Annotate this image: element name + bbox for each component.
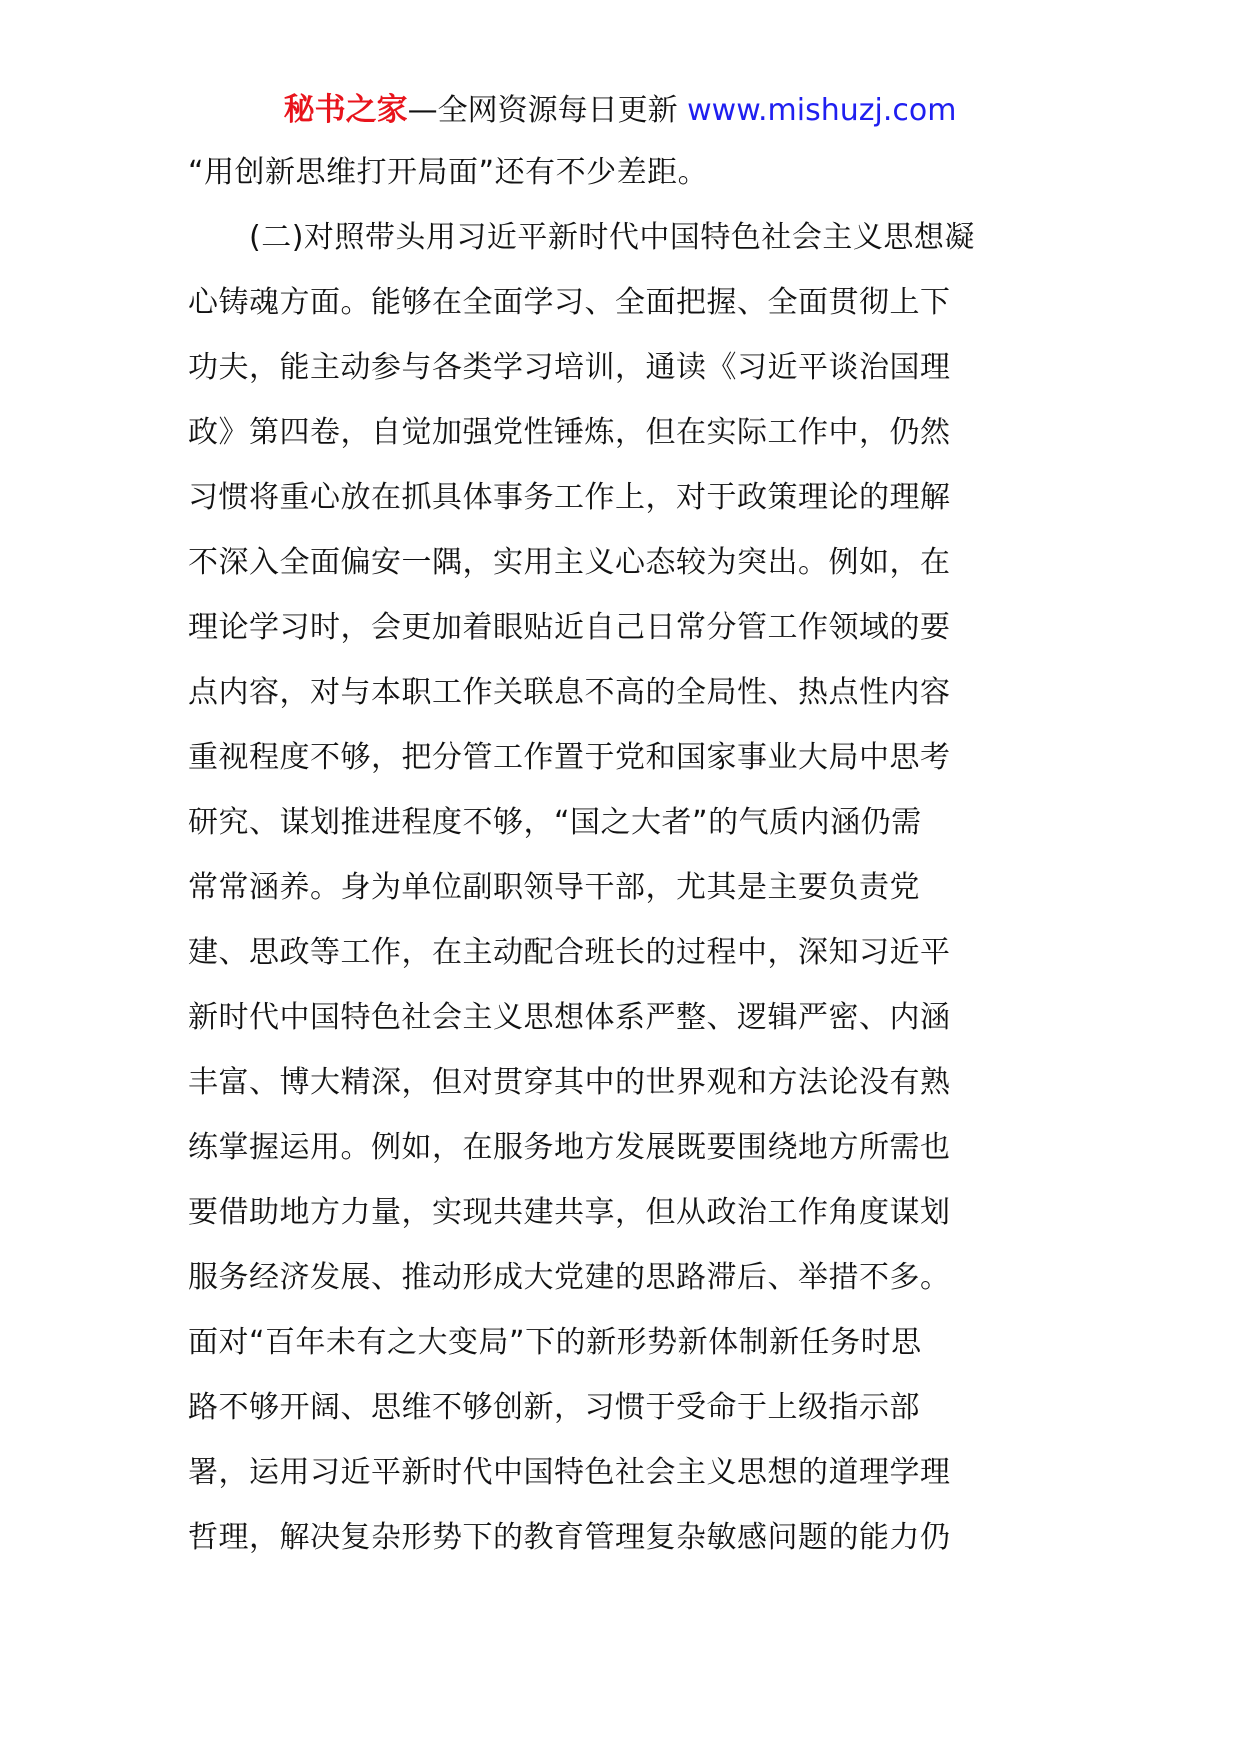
text-line: 丰富、博大精深，但对贯穿其中的世界观和方法论没有熟 [188,1065,951,1100]
text-line: 不深入全面偏安一隅，实用主义心态较为突出。例如，在 [188,545,951,580]
section-heading-line: (二)对照带头用习近平新时代中国特色社会主义思想凝 [249,220,975,255]
text-line: 路不够开阔、思维不够创新，习惯于受命于上级指示部 [188,1390,920,1425]
text-line: 研究、谋划推进程度不够，“国之大者”的气质内涵仍需 [188,805,922,840]
text-line: 服务经济发展、推动形成大党建的思路滞后、举措不多。 [188,1260,951,1295]
text-line: 署，运用习近平新时代中国特色社会主义思想的道理学理 [188,1455,951,1490]
document-body [188,140,1058,1570]
text-line: 哲理，解决复杂形势下的教育管理复杂敏感问题的能力仍 [188,1520,951,1555]
text-line: 理论学习时，会更加着眼贴近自己日常分管工作领域的要 [188,610,951,645]
text-line: 心铸魂方面。能够在全面学习、全面把握、全面贯彻上下 [188,285,951,320]
text-line: 新时代中国特色社会主义思想体系严整、逻辑严密、内涵 [188,1000,951,1035]
site-banner [0,86,1240,135]
text-line: 功夫，能主动参与各类学习培训，通读《习近平谈治国理 [188,350,951,385]
text-line: 点内容，对与本职工作关联息不高的全局性、热点性内容 [188,675,951,710]
text-line: 重视程度不够，把分管工作置于党和国家事业大局中思考 [188,740,951,775]
text-line: 要借助地方力量，实现共建共享，但从政治工作角度谋划 [188,1195,951,1230]
text-line: 常常涵养。身为单位副职领导干部，尤其是主要负责党 [188,870,920,905]
text-line: 面对“百年未有之大变局”下的新形势新体制新任务时思 [188,1325,922,1360]
text-line: 习惯将重心放在抓具体事务工作上，对于政策理论的理解 [188,480,951,515]
site-url-link[interactable]: www.mishuzj.com [687,93,957,128]
site-brand: 秘书之家 [283,92,408,128]
text-line: 政》第四卷，自觉加强党性锤炼，但在实际工作中，仍然 [188,415,951,450]
text-line: 练掌握运用。例如，在服务地方发展既要围绕地方所需也 [188,1130,951,1165]
text-line: 建、思政等工作，在主动配合班长的过程中，深知习近平 [188,935,951,970]
text-line: “用创新思维打开局面”还有不少差距。 [188,155,709,190]
site-slogan: —全网资源每日更新 [407,93,678,128]
